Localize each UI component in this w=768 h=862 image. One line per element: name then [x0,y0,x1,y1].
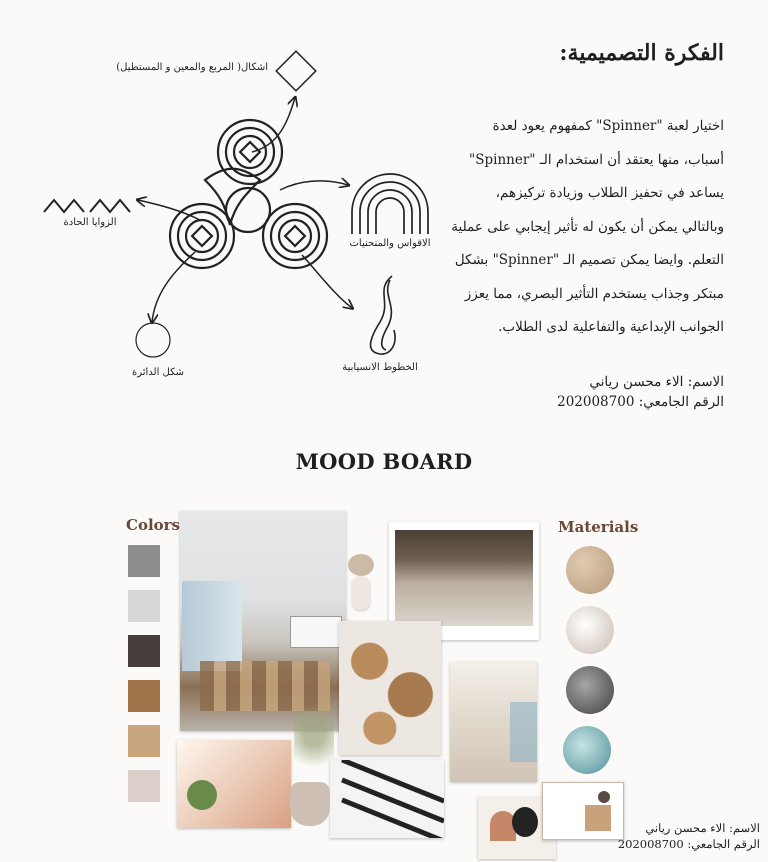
student-info-bottom [520,820,760,852]
colors-heading: Colors [126,516,180,534]
arrow-to-angles [138,200,200,220]
color-swatch-tan [128,725,160,757]
diamond-icon [276,51,316,91]
material-wood-beige [566,546,614,594]
color-swatch-light-gray [128,590,160,622]
materials-heading: Materials [558,518,639,536]
student-id: الرقم الجامعي: 202008700 [557,394,724,410]
mood-board-title: MOOD BOARD [295,449,473,474]
student-name: الاسم: الاء محسن رياني [589,374,724,390]
photo-rattan-decor [339,621,441,755]
color-swatch-charcoal [128,635,160,667]
paragraph-line: وبالتالي يمكن أن يكون له تأثير إيجابي على عملية [451,218,724,235]
label-sharp-angles: الزوايا الحادة [63,217,117,228]
spinner-lobe-left [170,204,234,268]
material-white-plaster [566,606,614,654]
photo-vase [346,514,382,614]
arrow-to-circle [152,252,195,322]
spinner-body [205,169,260,225]
concept-title: الفكرة التصميمية: [559,40,724,66]
student-info-top [464,372,724,412]
material-gray-stone [566,666,614,714]
paragraph-line: أسباب، منها يعتقد أن استخدام الـ "Spinner" [469,151,724,168]
color-swatch-gray [128,545,160,577]
material-teal-glass [563,726,611,774]
circle-icon [136,323,170,357]
paragraph-line: الجوانب الإبداعية والتفاعلية لدى الطلاب. [498,319,724,335]
color-swatch-blush [128,770,160,802]
flowing-lines-icon [371,276,396,354]
student-id: الرقم الجامعي: 202008700 [617,837,760,851]
label-shapes: اشكال( المربع والمعين و المستطيل) [116,62,268,73]
photo-potted-plant [288,686,340,832]
color-swatch-brown [128,680,160,712]
arches-icon [352,174,428,234]
label-arches: الاقواس والمنحنيات [349,238,431,249]
student-name: الاسم: الاء محسن رياني [645,821,760,835]
photo-library-interior [450,662,537,782]
arrow-to-arches [280,181,348,190]
spinner-lobe-right [263,204,327,268]
paragraph-line: اختيار لعبة "Spinner" كمفهوم يعود لعدة [492,118,724,134]
paragraph-line: التعلم. وايضا يمكن تصميم الـ "Spinner" بشكل [454,252,724,268]
photo-linear-lights [330,760,444,838]
zigzag-icon [44,200,130,212]
photo-curved-ceiling [177,740,291,828]
label-circle: شكل الدائرة [131,367,185,378]
paragraph-line: مبتكر وجذاب يستخدم التأثير البصري، مما يعزز [464,285,724,302]
paragraph-line: يساعد في تحفيز الطلاب وزيادة تركيزهم، [495,185,724,201]
label-flowing-lines: الخطوط الانسيابية [342,362,418,373]
concept-paragraph [434,110,724,345]
arrow-to-lines [302,255,352,308]
